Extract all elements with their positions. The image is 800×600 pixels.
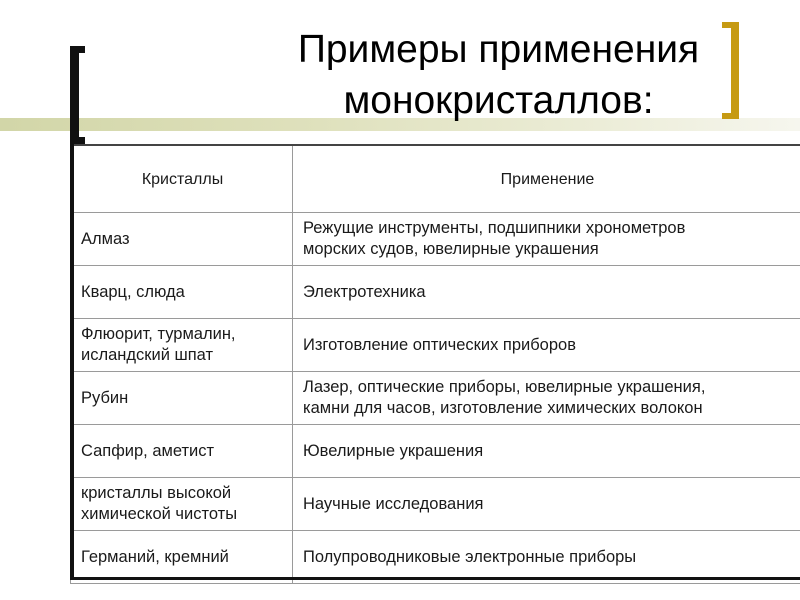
table-row [71,319,800,372]
table-row [71,425,800,478]
cell-crystal-line: Флюорит, турмалин, [81,325,236,343]
cell-crystal-line: Рубин [81,388,129,407]
table-header-row [71,145,800,213]
cell-application-line: Лазер, оптические приборы, ювелирные украшения, [303,378,706,396]
cell-crystal-line: кристаллы высокой [81,484,232,502]
cell-application [293,478,800,531]
cell-crystal [71,372,293,425]
table-body [71,213,800,584]
column-header-crystals: Кристаллы [71,145,293,213]
cell-crystal-line: Кварц, слюда [81,282,185,301]
left-bracket-decoration [70,46,85,144]
slide-title [236,24,761,126]
cell-application [293,425,800,478]
cell-crystal [71,425,293,478]
cell-application-line: Изготовление оптических приборов [303,335,576,354]
cell-application-line: Научные исследования [303,494,484,513]
slide-title-line: Примеры применения [297,28,700,71]
crystals-table [70,144,800,584]
cell-crystal [71,266,293,319]
cell-application [293,319,800,372]
table-row [71,266,800,319]
cell-application-line: Электротехника [303,282,426,301]
cell-crystal-line: Германий, кремний [81,547,229,566]
cell-application-line: Полупроводниковые электронные приборы [303,547,637,566]
table-row [71,372,800,425]
cell-crystal [71,213,293,266]
cell-crystal-line: исландский шпат [81,346,214,364]
table-row [71,531,800,584]
column-header-application: Применение [293,145,800,213]
cell-application-line: Режущие инструменты, подшипники хронометров [303,219,686,237]
cell-crystal [71,531,293,584]
cell-application-line: камни для часов, изготовление химических волокон [303,399,703,417]
cell-crystal-line: Алмаз [81,229,130,248]
cell-application [293,266,800,319]
table-row [71,213,800,266]
cell-application-line: морских судов, ювелирные украшения [303,240,599,258]
slide-title-line: монокристаллов: [343,79,654,122]
cell-crystal [71,319,293,372]
cell-crystal-line: Сапфир, аметист [81,441,215,460]
cell-application [293,531,800,584]
cell-crystal-line: химической чистоты [81,505,238,523]
cell-crystal [71,478,293,531]
cell-application [293,372,800,425]
table-row [71,478,800,531]
crystals-table-container [70,144,800,580]
cell-application-line: Ювелирные украшения [303,441,484,460]
cell-application [293,213,800,266]
